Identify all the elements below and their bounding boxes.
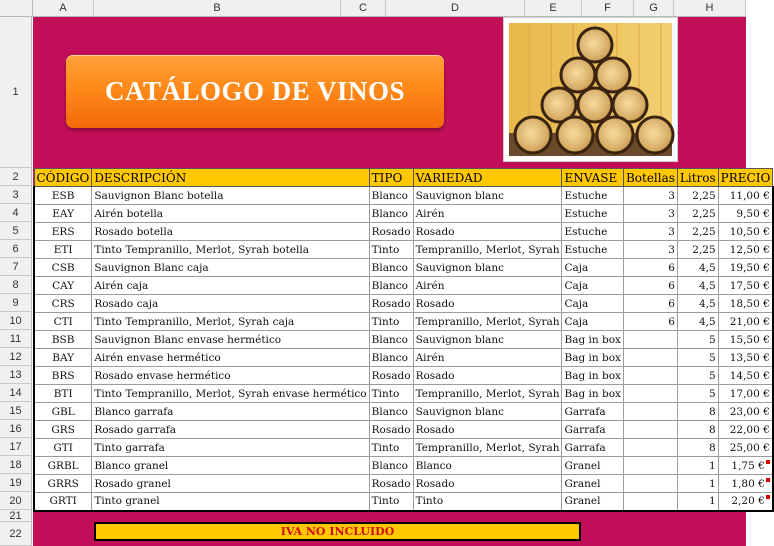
- cell-litros[interactable]: 4,5: [677, 313, 718, 331]
- cell-variedad[interactable]: Sauvignon blanc: [413, 331, 562, 349]
- row-header-21[interactable]: 21: [0, 510, 32, 522]
- cell-variedad[interactable]: Tinto: [413, 493, 562, 511]
- cell-codigo[interactable]: ERS: [34, 223, 92, 241]
- row-header-19[interactable]: 19: [0, 474, 32, 492]
- cell-variedad[interactable]: Blanco: [413, 457, 562, 475]
- cell-descripcion[interactable]: Airén caja: [92, 277, 369, 295]
- header-botellas[interactable]: Botellas: [623, 169, 677, 187]
- cell-precio[interactable]: 23,00 €: [718, 403, 773, 421]
- cell-tipo[interactable]: Blanco: [369, 403, 413, 421]
- cell-envase[interactable]: Bag in box: [562, 385, 623, 403]
- table-row: [34, 187, 773, 205]
- cell-descripcion[interactable]: Rosado botella: [92, 223, 369, 241]
- table-row: [34, 403, 773, 421]
- table-row: [34, 439, 773, 457]
- cell-botellas[interactable]: [623, 349, 677, 367]
- cell-litros[interactable]: 2,25: [677, 187, 718, 205]
- cell-tipo[interactable]: Blanco: [369, 277, 413, 295]
- cell-codigo[interactable]: CRS: [34, 295, 92, 313]
- row-header-8[interactable]: 8: [0, 276, 32, 294]
- cell-litros[interactable]: 5: [677, 367, 718, 385]
- cell-litros[interactable]: 4,5: [677, 277, 718, 295]
- header-litros[interactable]: Litros: [677, 169, 718, 187]
- wine-catalog-table: [33, 168, 774, 512]
- cell-precio[interactable]: 12,50 €: [718, 241, 773, 259]
- barrels-illustration: [509, 23, 672, 156]
- row-header-5[interactable]: 5: [0, 222, 32, 240]
- row-header-22[interactable]: 22: [0, 522, 32, 546]
- cell-precio-value: 1,80 €: [731, 477, 765, 490]
- cell-envase[interactable]: Granel: [562, 493, 623, 511]
- cell-botellas[interactable]: 3: [623, 205, 677, 223]
- row-header-13[interactable]: 13: [0, 366, 32, 384]
- cell-tipo[interactable]: Rosado: [369, 295, 413, 313]
- cell-descripcion[interactable]: Airén envase hermético: [92, 349, 369, 367]
- cell-envase[interactable]: Caja: [562, 277, 623, 295]
- cell-codigo[interactable]: EAY: [34, 205, 92, 223]
- cell-variedad[interactable]: Airén: [413, 277, 562, 295]
- cell-descripcion[interactable]: Blanco granel: [92, 457, 369, 475]
- cell-codigo[interactable]: BRS: [34, 367, 92, 385]
- cell-precio[interactable]: 10,50 €: [718, 223, 773, 241]
- cell-envase[interactable]: Garrafa: [562, 403, 623, 421]
- cell-variedad[interactable]: Airén: [413, 349, 562, 367]
- comment-marker-icon[interactable]: [766, 495, 770, 499]
- cell-botellas[interactable]: [623, 457, 677, 475]
- cell-precio[interactable]: 11,00 €: [718, 187, 773, 205]
- cell-variedad[interactable]: Rosado: [413, 295, 562, 313]
- cell-precio[interactable]: 21,00 €: [718, 313, 773, 331]
- column-header-d[interactable]: D: [386, 0, 525, 16]
- cell-precio[interactable]: 17,00 €: [718, 385, 773, 403]
- cell-litros[interactable]: 1: [677, 457, 718, 475]
- table-row: [34, 259, 773, 277]
- cell-botellas[interactable]: 6: [623, 259, 677, 277]
- row-header-9[interactable]: 9: [0, 294, 32, 312]
- table-row: [34, 349, 773, 367]
- column-header-bar: [0, 0, 746, 17]
- cell-precio[interactable]: [718, 457, 773, 475]
- cell-variedad[interactable]: Sauvignon blanc: [413, 187, 562, 205]
- cell-litros[interactable]: 8: [677, 421, 718, 439]
- cell-codigo[interactable]: ESB: [34, 187, 92, 205]
- cell-precio[interactable]: 18,50 €: [718, 295, 773, 313]
- cell-codigo[interactable]: BAY: [34, 349, 92, 367]
- table-row: [34, 313, 773, 331]
- cell-descripcion[interactable]: Tinto Tempranillo, Merlot, Syrah envase hermético: [92, 385, 369, 403]
- tax-note-cell[interactable]: IVA NO INCLUIDO: [94, 522, 581, 541]
- cell-tipo[interactable]: Tinto: [369, 385, 413, 403]
- cell-litros[interactable]: 2,25: [677, 205, 718, 223]
- cell-precio[interactable]: 17,50 €: [718, 277, 773, 295]
- cell-descripcion[interactable]: Tinto Tempranillo, Merlot, Syrah caja: [92, 313, 369, 331]
- table-row: [34, 223, 773, 241]
- table-row: [34, 277, 773, 295]
- cell-descripcion[interactable]: Sauvignon Blanc botella: [92, 187, 369, 205]
- cell-precio[interactable]: 13,50 €: [718, 349, 773, 367]
- cell-litros[interactable]: 8: [677, 439, 718, 457]
- table-row: [34, 385, 773, 403]
- catalog-title[interactable]: CATÁLOGO DE VINOS: [66, 55, 444, 128]
- cell-litros[interactable]: 1: [677, 475, 718, 493]
- cell-precio-value: 1,75 €: [731, 459, 765, 472]
- table-header-row: [34, 169, 773, 187]
- cell-precio[interactable]: 22,00 €: [718, 421, 773, 439]
- cell-variedad[interactable]: Tempranillo, Merlot, Syrah: [413, 439, 562, 457]
- cell-precio[interactable]: [718, 493, 773, 511]
- cell-botellas[interactable]: 3: [623, 241, 677, 259]
- cell-variedad[interactable]: Tempranillo, Merlot, Syrah: [413, 241, 562, 259]
- cell-tipo[interactable]: Tinto: [369, 241, 413, 259]
- cell-envase[interactable]: Caja: [562, 313, 623, 331]
- cell-botellas[interactable]: 3: [623, 223, 677, 241]
- cell-descripcion[interactable]: Sauvignon Blanc caja: [92, 259, 369, 277]
- cell-litros[interactable]: 2,25: [677, 241, 718, 259]
- cell-descripcion[interactable]: Tinto granel: [92, 493, 369, 511]
- cell-envase[interactable]: Estuche: [562, 205, 623, 223]
- row-header-14[interactable]: 14: [0, 384, 32, 402]
- cell-codigo[interactable]: GRRS: [34, 475, 92, 493]
- column-header-f[interactable]: F: [582, 0, 634, 16]
- header-precio[interactable]: PRECIO: [718, 169, 773, 187]
- cell-variedad[interactable]: Rosado: [413, 475, 562, 493]
- cell-codigo[interactable]: CAY: [34, 277, 92, 295]
- cell-codigo[interactable]: CTI: [34, 313, 92, 331]
- cell-botellas[interactable]: [623, 331, 677, 349]
- cell-botellas[interactable]: [623, 493, 677, 511]
- cell-envase[interactable]: Garrafa: [562, 439, 623, 457]
- column-header-c[interactable]: C: [341, 0, 386, 16]
- row-header-17[interactable]: 17: [0, 438, 32, 456]
- cell-variedad[interactable]: Rosado: [413, 367, 562, 385]
- cell-envase[interactable]: Bag in box: [562, 331, 623, 349]
- cell-variedad[interactable]: Sauvignon blanc: [413, 259, 562, 277]
- row-header-16[interactable]: 16: [0, 420, 32, 438]
- table-row: [34, 331, 773, 349]
- cell-botellas[interactable]: [623, 439, 677, 457]
- cell-tipo[interactable]: Blanco: [369, 205, 413, 223]
- cell-precio-value: 2,20 €: [731, 495, 765, 508]
- cell-codigo[interactable]: GRTI: [34, 493, 92, 511]
- row-header-2[interactable]: 2: [0, 168, 32, 186]
- comment-marker-icon[interactable]: [766, 478, 770, 482]
- cell-codigo[interactable]: BTI: [34, 385, 92, 403]
- cell-botellas[interactable]: [623, 385, 677, 403]
- cell-codigo[interactable]: BSB: [34, 331, 92, 349]
- cell-precio[interactable]: [718, 475, 773, 493]
- cell-envase[interactable]: Estuche: [562, 223, 623, 241]
- cell-envase[interactable]: Garrafa: [562, 421, 623, 439]
- cell-variedad[interactable]: Tempranillo, Merlot, Syrah: [413, 385, 562, 403]
- cell-variedad[interactable]: Tempranillo, Merlot, Syrah: [413, 313, 562, 331]
- cell-precio[interactable]: 25,00 €: [718, 439, 773, 457]
- cell-tipo[interactable]: Tinto: [369, 493, 413, 511]
- cell-litros[interactable]: 2,25: [677, 223, 718, 241]
- row-header-4[interactable]: 4: [0, 204, 32, 222]
- column-header-g[interactable]: G: [634, 0, 674, 16]
- cell-descripcion[interactable]: Rosado envase hermético: [92, 367, 369, 385]
- cell-litros[interactable]: 5: [677, 331, 718, 349]
- cell-botellas[interactable]: [623, 403, 677, 421]
- cell-descripcion[interactable]: Airén botella: [92, 205, 369, 223]
- cell-variedad[interactable]: Airén: [413, 205, 562, 223]
- cell-tipo[interactable]: Blanco: [369, 331, 413, 349]
- cell-botellas[interactable]: [623, 421, 677, 439]
- header-envase[interactable]: ENVASE: [562, 169, 623, 187]
- cell-codigo[interactable]: GRS: [34, 421, 92, 439]
- row-header-20[interactable]: 20: [0, 492, 32, 510]
- cell-botellas[interactable]: 6: [623, 313, 677, 331]
- header-tipo[interactable]: TIPO: [369, 169, 413, 187]
- cell-tipo[interactable]: Blanco: [369, 187, 413, 205]
- table-row: [34, 367, 773, 385]
- column-header-h[interactable]: H: [674, 0, 746, 16]
- row-header-7[interactable]: 7: [0, 258, 32, 276]
- row-header-1[interactable]: 1: [0, 17, 32, 168]
- table-row: [34, 205, 773, 223]
- row-header-10[interactable]: 10: [0, 312, 32, 330]
- column-header-b[interactable]: B: [94, 0, 341, 16]
- cell-envase[interactable]: Bag in box: [562, 367, 623, 385]
- table-row: [34, 421, 773, 439]
- cell-envase[interactable]: Estuche: [562, 241, 623, 259]
- cell-envase[interactable]: Caja: [562, 295, 623, 313]
- cell-litros[interactable]: 1: [677, 493, 718, 511]
- cell-litros[interactable]: 4,5: [677, 259, 718, 277]
- cell-descripcion[interactable]: Tinto garrafa: [92, 439, 369, 457]
- cell-precio[interactable]: 9,50 €: [718, 205, 773, 223]
- row-header-6[interactable]: 6: [0, 240, 32, 258]
- cell-codigo[interactable]: CSB: [34, 259, 92, 277]
- cell-tipo[interactable]: Tinto: [369, 439, 413, 457]
- table-row: [34, 493, 773, 511]
- cell-envase[interactable]: Granel: [562, 457, 623, 475]
- cell-codigo[interactable]: ETI: [34, 241, 92, 259]
- cell-variedad[interactable]: Sauvignon blanc: [413, 403, 562, 421]
- cell-litros[interactable]: 5: [677, 385, 718, 403]
- cell-variedad[interactable]: Rosado: [413, 421, 562, 439]
- table-row: [34, 295, 773, 313]
- row-header-11[interactable]: 11: [0, 330, 32, 348]
- cell-tipo[interactable]: Blanco: [369, 349, 413, 367]
- cell-variedad[interactable]: Rosado: [413, 223, 562, 241]
- cell-botellas[interactable]: 6: [623, 277, 677, 295]
- cell-codigo[interactable]: GBL: [34, 403, 92, 421]
- select-all-corner[interactable]: [0, 0, 33, 16]
- cell-botellas[interactable]: [623, 367, 677, 385]
- table-row: [34, 475, 773, 493]
- cell-descripcion[interactable]: Tinto Tempranillo, Merlot, Syrah botella: [92, 241, 369, 259]
- cell-litros[interactable]: 8: [677, 403, 718, 421]
- cell-descripcion[interactable]: Rosado garrafa: [92, 421, 369, 439]
- row-header-3[interactable]: 3: [0, 186, 32, 204]
- cell-precio[interactable]: 15,50 €: [718, 331, 773, 349]
- table-row: [34, 241, 773, 259]
- cell-litros[interactable]: 4,5: [677, 295, 718, 313]
- cell-envase[interactable]: Estuche: [562, 187, 623, 205]
- cell-precio[interactable]: 14,50 €: [718, 367, 773, 385]
- cell-tipo[interactable]: Rosado: [369, 421, 413, 439]
- table-row: [34, 457, 773, 475]
- cell-descripcion[interactable]: Sauvignon Blanc envase hermético: [92, 331, 369, 349]
- cell-envase[interactable]: Caja: [562, 259, 623, 277]
- cell-descripcion[interactable]: Blanco garrafa: [92, 403, 369, 421]
- header-codigo[interactable]: CÓDIGO: [34, 169, 92, 187]
- cell-botellas[interactable]: 6: [623, 295, 677, 313]
- cell-botellas[interactable]: [623, 475, 677, 493]
- cell-descripcion[interactable]: Rosado granel: [92, 475, 369, 493]
- cell-envase[interactable]: Granel: [562, 475, 623, 493]
- cell-tipo[interactable]: Tinto: [369, 313, 413, 331]
- cell-tipo[interactable]: Rosado: [369, 475, 413, 493]
- cell-precio[interactable]: 19,50 €: [718, 259, 773, 277]
- cell-tipo[interactable]: Blanco: [369, 259, 413, 277]
- comment-marker-icon[interactable]: [766, 460, 770, 464]
- cell-tipo[interactable]: Rosado: [369, 367, 413, 385]
- cell-tipo[interactable]: Blanco: [369, 457, 413, 475]
- row-header-18[interactable]: 18: [0, 456, 32, 474]
- cell-codigo[interactable]: GTI: [34, 439, 92, 457]
- wine-barrels-image[interactable]: [503, 17, 678, 162]
- column-header-a[interactable]: A: [33, 0, 94, 16]
- cell-litros[interactable]: 5: [677, 349, 718, 367]
- cell-envase[interactable]: Bag in box: [562, 349, 623, 367]
- cell-codigo[interactable]: GRBL: [34, 457, 92, 475]
- column-header-e[interactable]: E: [525, 0, 582, 16]
- cell-botellas[interactable]: 3: [623, 187, 677, 205]
- cell-tipo[interactable]: Rosado: [369, 223, 413, 241]
- row-header-12[interactable]: 12: [0, 348, 32, 366]
- header-descripcion[interactable]: DESCRIPCIÓN: [92, 169, 369, 187]
- header-variedad[interactable]: VARIEDAD: [413, 169, 562, 187]
- row-header-15[interactable]: 15: [0, 402, 32, 420]
- cell-descripcion[interactable]: Rosado caja: [92, 295, 369, 313]
